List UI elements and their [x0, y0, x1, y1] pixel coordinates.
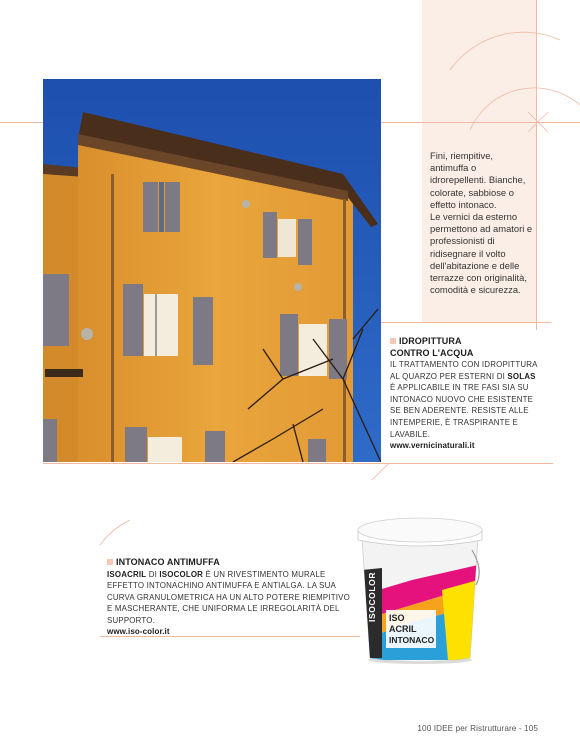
website-link[interactable]: www.vernicinaturali.it: [390, 441, 475, 451]
intro-paragraph: Fini, riempitive, antimuffa o idrorepellenti. Bianche, colorate, sabbiose o effetto intonaco.: [430, 150, 526, 210]
website-link[interactable]: www.iso-color.it: [107, 627, 170, 637]
intonaco-article: [107, 557, 357, 638]
paint-bucket-image: [352, 510, 488, 665]
divider-line: [43, 463, 553, 464]
divider-line: [381, 122, 580, 123]
bucket-label-line: INTONACO: [389, 635, 435, 645]
divider-line: [0, 122, 43, 123]
divider-line: [536, 0, 537, 330]
page-folio: 100 IDEE per Ristrutturare - 105: [417, 724, 538, 733]
bucket-side-label: ISOCOLOR: [367, 571, 377, 622]
article-body: IL TRATTAMENTO CON IDROPITTURA AL QUARZO PER ESTERNI DI SOLAS È APPLICABILE IN TRE FASI SIA SU INTONACO NUOVO CHE ESISTENTE SE BEN ADERENTE. RESISTE ALLE INTEMPERIE, È TRASPIRANTE E LAVABILE.: [390, 360, 538, 439]
square-bullet-icon: [107, 559, 113, 565]
brand-name: ISOCOLOR: [159, 569, 204, 579]
brand-name: SOLAS: [507, 371, 536, 381]
intro-paragraph: Le vernici da esterno permettono ad amatori e professionisti di ridisegnare il volto dell'abitazione e delle terrazze con originalità, comodità e sicurezza.: [430, 211, 533, 296]
article-title: INTONACO ANTIMUFFA: [107, 557, 357, 569]
article-title: IDROPITTURA CONTRO L'ACQUA: [390, 336, 474, 358]
intro-text: [430, 150, 534, 296]
bucket-label-line: ACRIL: [389, 624, 417, 634]
article-body: ISOACRIL DI ISOCOLOR È UN RIVESTIMENTO MURALE EFFETTO INTONACHINO ANTIMUFFA E ANTIALGA. LA SUA CURVA GRANULOMETRICA HA UN ALTO POTERE RIEMPITIVO E MASCHERANTE, CHE UNIFORMA LE IRREGOLARITÀ DEL SUPPORTO.: [107, 569, 350, 625]
divider-line: [381, 322, 551, 323]
square-bullet-icon: [390, 338, 396, 344]
product-name: ISOACRIL: [107, 569, 147, 579]
building-facade-photo: [43, 79, 381, 462]
idropittura-article: [390, 336, 540, 452]
bucket-label-line: ISO: [389, 613, 405, 623]
